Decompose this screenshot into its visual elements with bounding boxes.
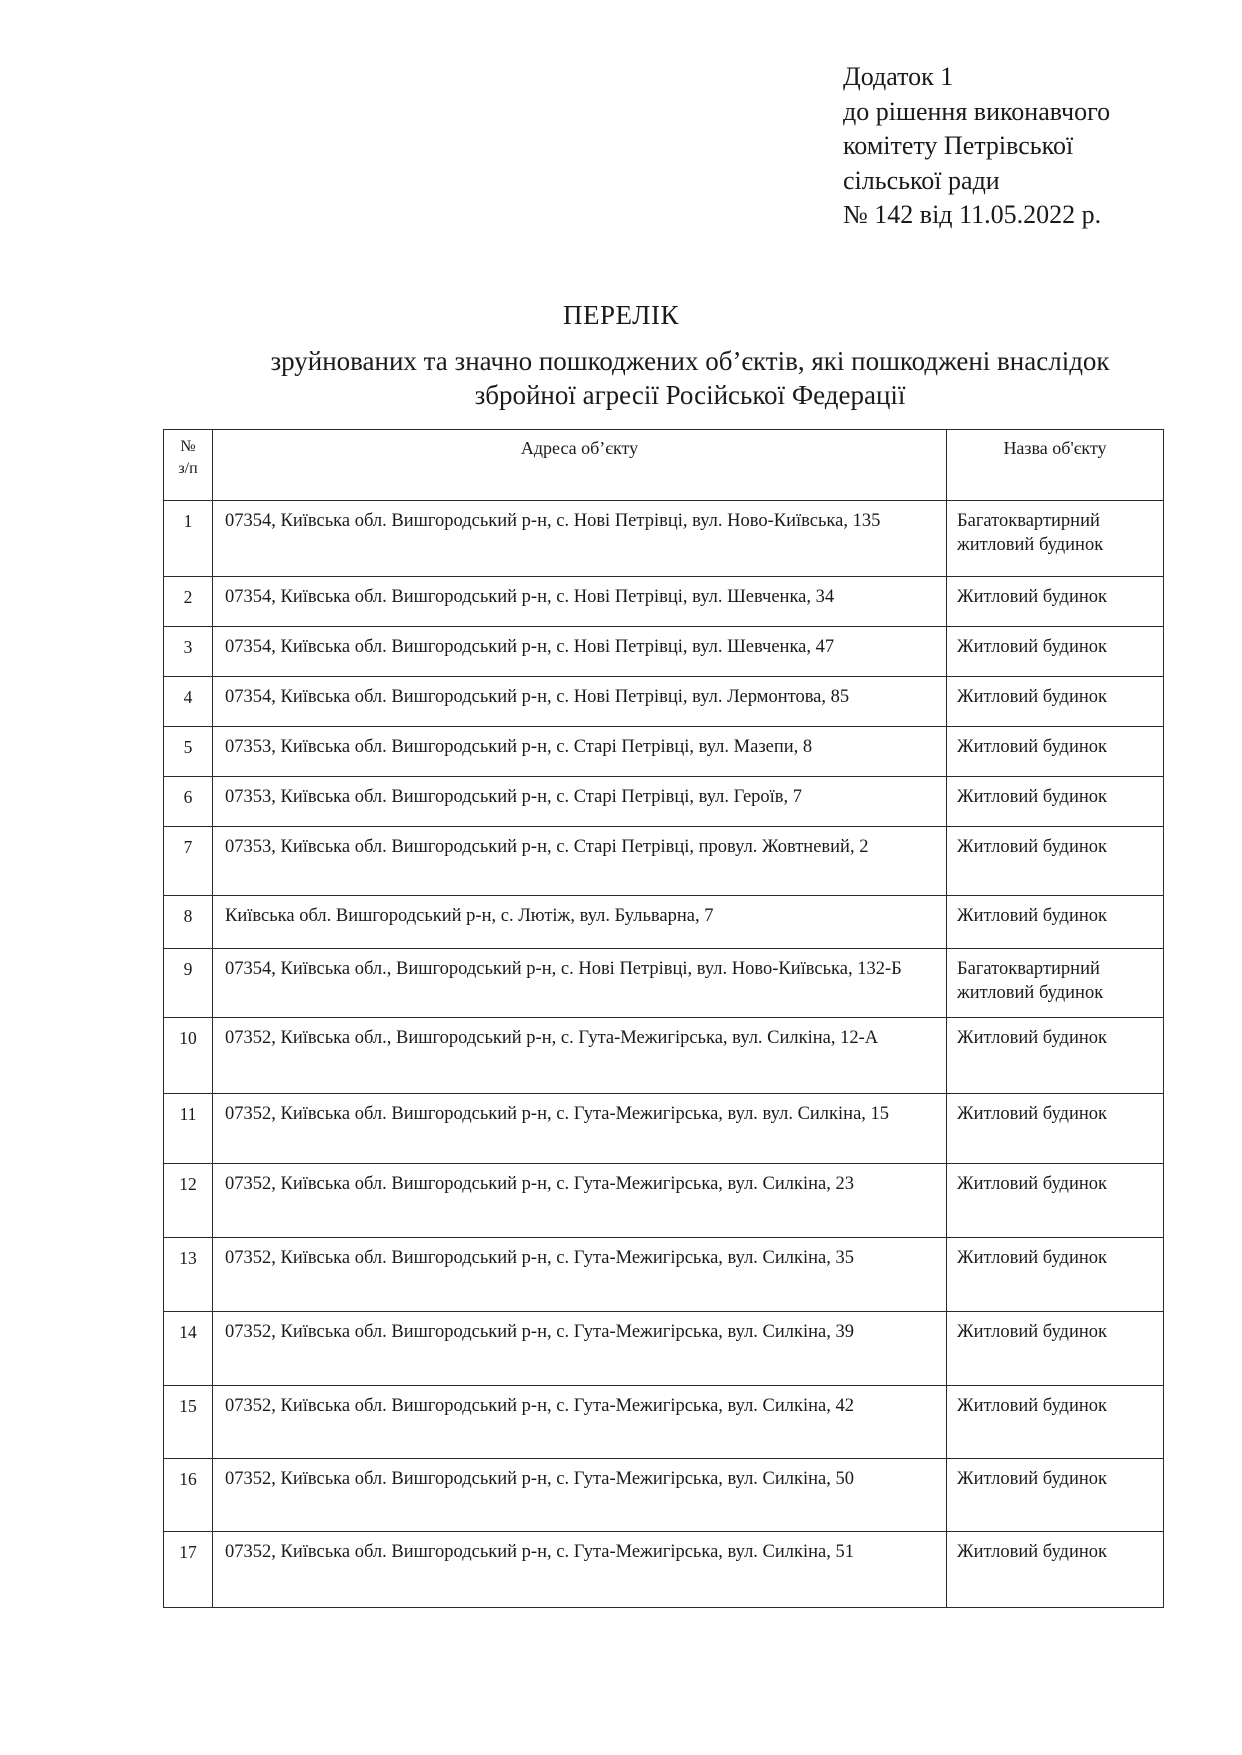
table-body: [164, 501, 1164, 1608]
row-object-name: Багатоквартирний житловий будинок: [947, 949, 1164, 1018]
header-number: [164, 430, 213, 501]
row-object-name: Житловий будинок: [947, 1312, 1164, 1386]
row-object-name: Житловий будинок: [947, 896, 1164, 949]
row-address: 07352, Київська обл. Вишгородський р-н, с. Гута-Межигірська, вул. Силкіна, 51: [213, 1532, 947, 1608]
row-object-name: Житловий будинок: [947, 777, 1164, 827]
row-number: 3: [164, 627, 213, 677]
annex-line-4: сільської ради: [843, 165, 1000, 195]
row-address: 07352, Київська обл. Вишгородський р-н, с. Гута-Межигірська, вул. Силкіна, 50: [213, 1459, 947, 1532]
row-address: 07352, Київська обл. Вишгородський р-н, с. Гута-Межигірська, вул. Силкіна, 23: [213, 1164, 947, 1238]
row-number: 4: [164, 677, 213, 727]
row-object-name: Житловий будинок: [947, 1164, 1164, 1238]
table-header-row: [164, 430, 1164, 501]
row-address: 07353, Київська обл. Вишгородський р-н, с. Старі Петрівці, провул. Жовтневий, 2: [213, 827, 947, 896]
header-object-name: Назва об'єкту: [947, 430, 1164, 501]
table-row: [164, 1018, 1164, 1094]
table-row: [164, 1459, 1164, 1532]
row-address: 07354, Київська обл., Вишгородський р-н, с. Нові Петрівці, вул. Ново-Київська, 132-Б: [213, 949, 947, 1018]
header-number-symbol: №: [180, 438, 196, 455]
row-address: 07354, Київська обл. Вишгородський р-н, с. Нові Петрівці, вул. Шевченка, 34: [213, 577, 947, 627]
row-object-name: Житловий будинок: [947, 1018, 1164, 1094]
row-number: 6: [164, 777, 213, 827]
row-number: 16: [164, 1459, 213, 1532]
row-object-name: Житловий будинок: [947, 1094, 1164, 1164]
document-subtitle: [200, 344, 1180, 412]
row-number: 15: [164, 1386, 213, 1459]
table-row: [164, 1532, 1164, 1608]
row-number: 11: [164, 1094, 213, 1164]
row-number: 14: [164, 1312, 213, 1386]
subtitle-line-2: збройної агресії Російської Федерації: [474, 380, 906, 410]
row-number: 1: [164, 501, 213, 577]
objects-table: [163, 429, 1164, 1608]
row-number: 2: [164, 577, 213, 627]
row-number: 5: [164, 727, 213, 777]
table-row: [164, 777, 1164, 827]
row-address: 07353, Київська обл. Вишгородський р-н, с. Старі Петрівці, вул. Героїв, 7: [213, 777, 947, 827]
row-object-name: Багатоквартирний житловий будинок: [947, 501, 1164, 577]
row-object-name: Житловий будинок: [947, 677, 1164, 727]
annex-line-1: Додаток 1: [843, 62, 954, 91]
row-object-name: Житловий будинок: [947, 1386, 1164, 1459]
row-address: Київська обл. Вишгородський р-н, с. Лютіж, вул. Бульварна, 7: [213, 896, 947, 949]
table-row: [164, 677, 1164, 727]
table-row: [164, 501, 1164, 577]
table-row: [164, 949, 1164, 1018]
row-address: 07352, Київська обл., Вишгородський р-н, с. Гута-Межигірська, вул. Силкіна, 12-А: [213, 1018, 947, 1094]
row-object-name: Житловий будинок: [947, 1532, 1164, 1608]
row-number: 17: [164, 1532, 213, 1608]
table-row: [164, 727, 1164, 777]
table-row: [164, 1238, 1164, 1312]
row-object-name: Житловий будинок: [947, 1238, 1164, 1312]
row-address: 07354, Київська обл. Вишгородський р-н, с. Нові Петрівці, вул. Ново-Київська, 135: [213, 501, 947, 577]
annex-line-2: до рішення виконавчого: [843, 96, 1111, 126]
row-number: 8: [164, 896, 213, 949]
table-row: [164, 1164, 1164, 1238]
row-object-name: Житловий будинок: [947, 827, 1164, 896]
row-address: 07354, Київська обл. Вишгородський р-н, с. Нові Петрівці, вул. Шевченка, 47: [213, 627, 947, 677]
table-row: [164, 827, 1164, 896]
row-object-name: Житловий будинок: [947, 627, 1164, 677]
annex-line-3: комітету Петрівської: [843, 131, 1074, 160]
row-address: 07352, Київська обл. Вишгородський р-н, с. Гута-Межигірська, вул. Силкіна, 35: [213, 1238, 947, 1312]
row-address: 07354, Київська обл. Вишгородський р-н, с. Нові Петрівці, вул. Лермонтова, 85: [213, 677, 947, 727]
row-object-name: Житловий будинок: [947, 727, 1164, 777]
row-number: 7: [164, 827, 213, 896]
subtitle-line-1: зруйнованих та значно пошкоджених об’єктів, які пошкоджені внаслідок: [270, 346, 1110, 376]
annex-line-5: № 142 від 11.05.2022 р.: [843, 200, 1102, 229]
table-row: [164, 1312, 1164, 1386]
table-row: [164, 1386, 1164, 1459]
table-row: [164, 1094, 1164, 1164]
table-row: [164, 627, 1164, 677]
row-number: 10: [164, 1018, 213, 1094]
row-number: 12: [164, 1164, 213, 1238]
row-object-name: Житловий будинок: [947, 577, 1164, 627]
annex-block: [843, 60, 1223, 233]
row-address: 07352, Київська обл. Вишгородський р-н, с. Гута-Межигірська, вул. вул. Силкіна, 15: [213, 1094, 947, 1164]
table-row: [164, 577, 1164, 627]
row-address: 07352, Київська обл. Вишгородський р-н, с. Гута-Межигірська, вул. Силкіна, 42: [213, 1386, 947, 1459]
header-number-abbr: з/п: [178, 460, 198, 477]
table-row: [164, 896, 1164, 949]
row-object-name: Житловий будинок: [947, 1459, 1164, 1532]
header-address: Адреса об’єкту: [213, 430, 947, 501]
row-number: 9: [164, 949, 213, 1018]
row-address: 07353, Київська обл. Вишгородський р-н, с. Старі Петрівці, вул. Мазепи, 8: [213, 727, 947, 777]
row-address: 07352, Київська обл. Вишгородський р-н, с. Гута-Межигірська, вул. Силкіна, 39: [213, 1312, 947, 1386]
document-title: ПЕРЕЛІК: [563, 300, 679, 330]
row-number: 13: [164, 1238, 213, 1312]
